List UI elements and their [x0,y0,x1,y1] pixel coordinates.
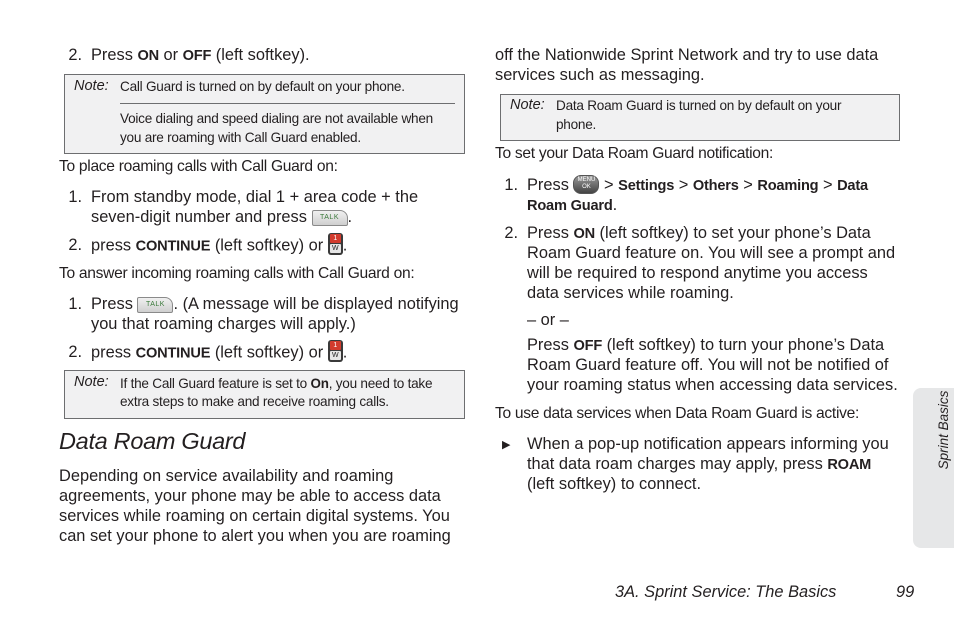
step-text: seven-digit number and press TALK . [91,208,353,226]
body-text: off the Nationwide Sprint Network and try to use data [495,46,879,64]
step-text: you that roaming charges will apply.) [91,315,356,333]
step-number: 2. [68,46,82,64]
page-number: 99 [896,583,915,601]
note-box [64,74,465,154]
talk-key-icon: TALK [137,297,173,313]
step-text: press CONTINUE (left softkey) or 1 W . [91,342,348,362]
note-label: Note: [74,374,109,390]
subheading: To set your Data Roam Guard notification: [495,145,774,162]
note-box [64,370,465,419]
step-text: Roam Guard feature off. You will not be notified of [527,356,889,374]
note-text: phone. [556,117,597,132]
subheading: To use data services when Data Roam Guard is active: [495,405,860,422]
chapter-tab-label: Sprint Basics [936,390,951,470]
end-key-icon: 1 W [328,233,343,255]
step-text: From standby mode, dial 1 + area code + the [91,188,419,206]
step-number: 1. [504,176,518,194]
body-text: services while roaming on certain digital systems. You [59,507,450,525]
step-text: Press ON (left softkey) to set your phone’s Data [527,224,871,242]
step-text: Press ON or OFF (left softkey). [91,46,310,64]
step-number: 1. [68,295,82,313]
body-text: services such as messaging. [495,66,705,84]
note-text: Voice dialing and speed dialing are not available when [120,111,433,126]
step-text: Press MENU OK > Settings > Others > Roaming > Data [527,176,868,194]
step-text: your roaming status when accessing data services. [527,376,898,394]
note-box [500,94,900,141]
note-divider [120,103,455,104]
step-number: 2. [68,343,82,361]
subheading: To answer incoming roaming calls with Call Guard on: [59,265,415,282]
step-number: 1. [68,188,82,206]
section-heading: Data Roam Guard [59,428,246,454]
body-text: can set your phone to alert you when you are roaming [59,527,451,545]
bullet-text: (left softkey) to connect. [527,475,701,493]
menu-ok-key-icon: MENU OK [573,175,599,194]
note-label: Note: [74,78,109,94]
note-text: If the Call Guard feature is set to On, you need to take [120,376,433,391]
bullet-arrow-icon: ▶ [502,439,511,451]
bullet-text: When a pop-up notification appears informing you [527,435,889,453]
step-text: data services while roaming. [527,284,734,302]
note-label: Note: [510,97,545,113]
step-text: Press OFF (left softkey) to turn your phone’s Data [527,336,885,354]
subheading: To place roaming calls with Call Guard on: [59,158,338,175]
footer-section: 3A. Sprint Service: The Basics [615,583,837,601]
note-text: extra steps to make and receive roaming calls. [120,394,389,409]
note-text: Data Roam Guard is turned on by default on your [556,98,842,113]
step-text: Press TALK . (A message will be displayed notifying [91,295,459,313]
bullet-text: that data roam charges may apply, press ROAM [527,455,872,473]
step-text: will be required to respond anytime you access [527,264,868,282]
chapter-tab [913,388,954,548]
step-number: 2. [68,236,82,254]
note-text: you are roaming with Call Guard enabled. [120,130,361,145]
step-text: Roam Guard feature on. You will see a prompt and [527,244,896,262]
talk-key-icon: TALK [312,210,348,226]
body-text: Depending on service availability and roaming [59,467,394,485]
end-key-icon: 1 W [328,340,343,362]
step-text: Roam Guard. [527,196,618,214]
step-number: 2. [504,224,518,242]
note-text: Call Guard is turned on by default on your phone. [120,79,405,94]
body-text: agreements, your phone may be able to access data [59,487,441,505]
step-text: press CONTINUE (left softkey) or 1 W . [91,235,348,255]
or-separator: – or – [527,311,569,329]
